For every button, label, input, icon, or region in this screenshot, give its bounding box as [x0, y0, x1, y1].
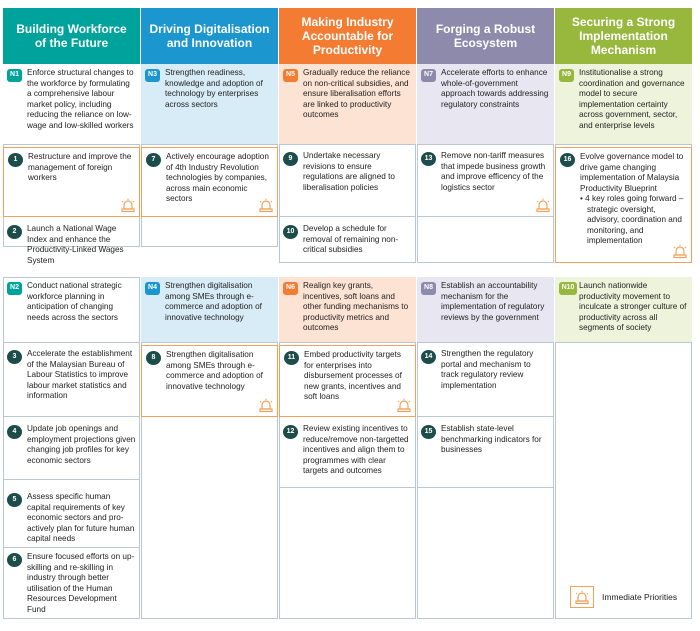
- initiative-text: Strengthen the regulatory portal and mechanism to track regulatory review implementation: [441, 349, 534, 390]
- alarm-light-icon: [396, 398, 412, 413]
- initiative-text: Accelerate the establishment of the Malaysian Bureau of Labour Statistics to improve labour market statistics and information: [27, 349, 133, 400]
- initiative-text: Establish state-level benchmarking indicators for businesses: [441, 424, 542, 454]
- number-badge: 16: [560, 153, 575, 167]
- national-initiative-n2: [3, 277, 140, 343]
- number-badge: 9: [283, 152, 298, 166]
- initiative-text: Assess specific human capital requirements of key economic sectors and pro-actively plan for future human capital needs: [27, 492, 135, 543]
- initiative-16: [555, 147, 692, 263]
- initiative-text: Launch a National Wage Index and enhance the Productivity-Linked Wages System: [27, 224, 124, 265]
- initiative-1: [3, 147, 140, 217]
- initiative-text: Gradually reduce the reliance on non-critical subsidies, and ensure liberalisation efforts are linked to productivity outcomes: [303, 68, 410, 119]
- national-initiative-n10: [555, 277, 692, 343]
- column-accountable: [279, 0, 416, 631]
- initiative-text: Undertake necessary revisions to ensure regulations are aligned to liberalisation policies: [303, 151, 395, 192]
- initiative-text: Embed productivity targets for enterprises into disbursement processes of new grants, incentives and soft loans: [304, 350, 402, 401]
- number-badge: 15: [421, 425, 436, 439]
- column-header-workforce: Building Workforce of the Future: [3, 8, 140, 64]
- initiative-2: [3, 220, 140, 265]
- initiative-text: Strengthen digitalisation among SMEs through e-commerce and adoption of innovative technology: [165, 281, 262, 322]
- initiative-6: [3, 548, 140, 618]
- alarm-light-icon: [535, 198, 551, 213]
- national-initiative-n3: [141, 64, 278, 145]
- initiative-text: Institutionalise a strong coordination and governance model to secure implementation certainty across government, sector, and enterprise levels: [579, 68, 685, 130]
- initiative-9: [279, 147, 416, 217]
- initiative-text: Launch nationwide productivity movement to inculcate a stronger culture of productivity across all segments of society: [579, 281, 687, 332]
- initiative-text: Realign key grants, incentives, soft loans and other funding mechanisms to productivity metrics and outcomes: [303, 281, 409, 332]
- number-badge: 8: [146, 351, 161, 365]
- initiative-15: [417, 420, 554, 488]
- column-header-accountable: Making Industry Accountable for Productivity: [279, 8, 416, 64]
- number-badge: 10: [283, 225, 298, 239]
- tag-badge: N5: [283, 69, 298, 82]
- column-header-digitalisation: Driving Digitalisation and Innovation: [141, 8, 278, 64]
- alarm-light-icon: [120, 198, 136, 213]
- column-ecosystem: [417, 0, 554, 631]
- initiative-7: [141, 147, 278, 217]
- national-initiative-n1: [3, 64, 140, 145]
- initiative-13: [417, 147, 554, 217]
- initiative-text: Enforce structural changes to the workforce by formulating a comprehensive labour market policy, including reducing the reliance on low-wage and low-skilled workers: [27, 68, 134, 130]
- tag-badge: N3: [145, 69, 160, 82]
- number-badge: 11: [284, 351, 299, 365]
- initiative-text: Evolve governance model to drive game changing implementation of Malaysia Productivity Blueprint: [580, 152, 684, 193]
- initiative-14: [417, 345, 554, 417]
- tag-badge: N8: [421, 282, 436, 295]
- column-implementation: [555, 0, 692, 631]
- initiative-4: [3, 420, 140, 480]
- initiative-text: Strengthen readiness, knowledge and adoption of technology by enterprises across sectors: [165, 68, 263, 109]
- column-workforce: [3, 0, 140, 631]
- initiative-text: Accelerate efforts to enhance whole-of-government approach towards addressing regulatory constraints: [441, 68, 549, 109]
- initiative-3: [3, 345, 140, 417]
- tag-badge: N2: [7, 282, 22, 295]
- number-badge: 6: [7, 553, 22, 567]
- initiative-11: [279, 345, 416, 417]
- number-badge: 12: [283, 425, 298, 439]
- legend-swatch: [570, 586, 594, 608]
- tag-badge: N1: [7, 69, 22, 82]
- number-badge: 13: [421, 152, 436, 166]
- initiative-text: Restructure and improve the management of foreign workers: [28, 152, 132, 182]
- tag-badge: N6: [283, 282, 298, 295]
- initiative-10: [279, 220, 416, 262]
- number-badge: 5: [7, 493, 22, 507]
- tag-badge: N10: [559, 282, 577, 295]
- number-badge: 4: [7, 425, 22, 439]
- column-header-implementation: Securing a Strong Implementation Mechanism: [555, 8, 692, 64]
- alarm-light-icon: [258, 198, 274, 213]
- initiative-8: [141, 345, 278, 417]
- national-initiative-n6: [279, 277, 416, 343]
- initiative-text: Establish an accountability mechanism for the implementation of regulatory reviews by the government: [441, 281, 545, 322]
- national-initiative-n7: [417, 64, 554, 145]
- initiative-text: Strengthen digitalisation among SMEs through e-commerce and adoption of innovative technology: [166, 350, 263, 391]
- number-badge: 2: [7, 225, 22, 239]
- initiative-5: [3, 488, 140, 548]
- initiative-bullet: • 4 key roles going forward – strategic oversight, advisory, coordination and monitoring, and implementation: [580, 194, 684, 245]
- initiative-text: Actively encourage adoption of 4th Industry Revolution technologies by companies, across main economic sectors: [166, 152, 269, 203]
- initiative-text: Develop a schedule for removal of remaining non-critical subsidies: [303, 224, 399, 254]
- tag-badge: N4: [145, 282, 160, 295]
- number-badge: 3: [7, 350, 22, 364]
- initiative-text: Conduct national strategic workforce planning in anticipation of changing needs across the sectors: [27, 281, 122, 322]
- initiative-text: Update job openings and employment projections given changing job profiles for key economic sectors: [27, 424, 136, 465]
- alarm-light-icon: [672, 244, 688, 259]
- legend: [570, 585, 695, 609]
- tag-badge: N7: [421, 69, 436, 82]
- national-initiative-n9: [555, 64, 692, 145]
- column-header-ecosystem: Forging a Robust Ecosystem: [417, 8, 554, 64]
- national-initiative-n8: [417, 277, 554, 343]
- legend-label: Immediate Priorities: [602, 592, 678, 602]
- initiative-12: [279, 420, 416, 488]
- initiative-text: Ensure focused efforts on up-skilling and re-skilling in industry through better utilisation of the Human Resources Development Fund: [27, 552, 135, 614]
- national-initiative-n5: [279, 64, 416, 145]
- number-badge: 1: [8, 153, 23, 167]
- number-badge: 7: [146, 153, 161, 167]
- tag-badge: N9: [559, 69, 574, 82]
- alarm-light-icon: [574, 590, 590, 605]
- alarm-light-icon: [258, 398, 274, 413]
- number-badge: 14: [421, 350, 436, 364]
- national-initiative-n4: [141, 277, 278, 343]
- initiative-text: Review existing incentives to reduce/remove non-targetted incentives and align them to programmes with clear targets and outcomes: [303, 424, 409, 475]
- column-digitalisation: [141, 0, 278, 631]
- initiative-text: Remove non-tariff measures that impede business growth and improve efficency of the logistics sector: [441, 151, 546, 192]
